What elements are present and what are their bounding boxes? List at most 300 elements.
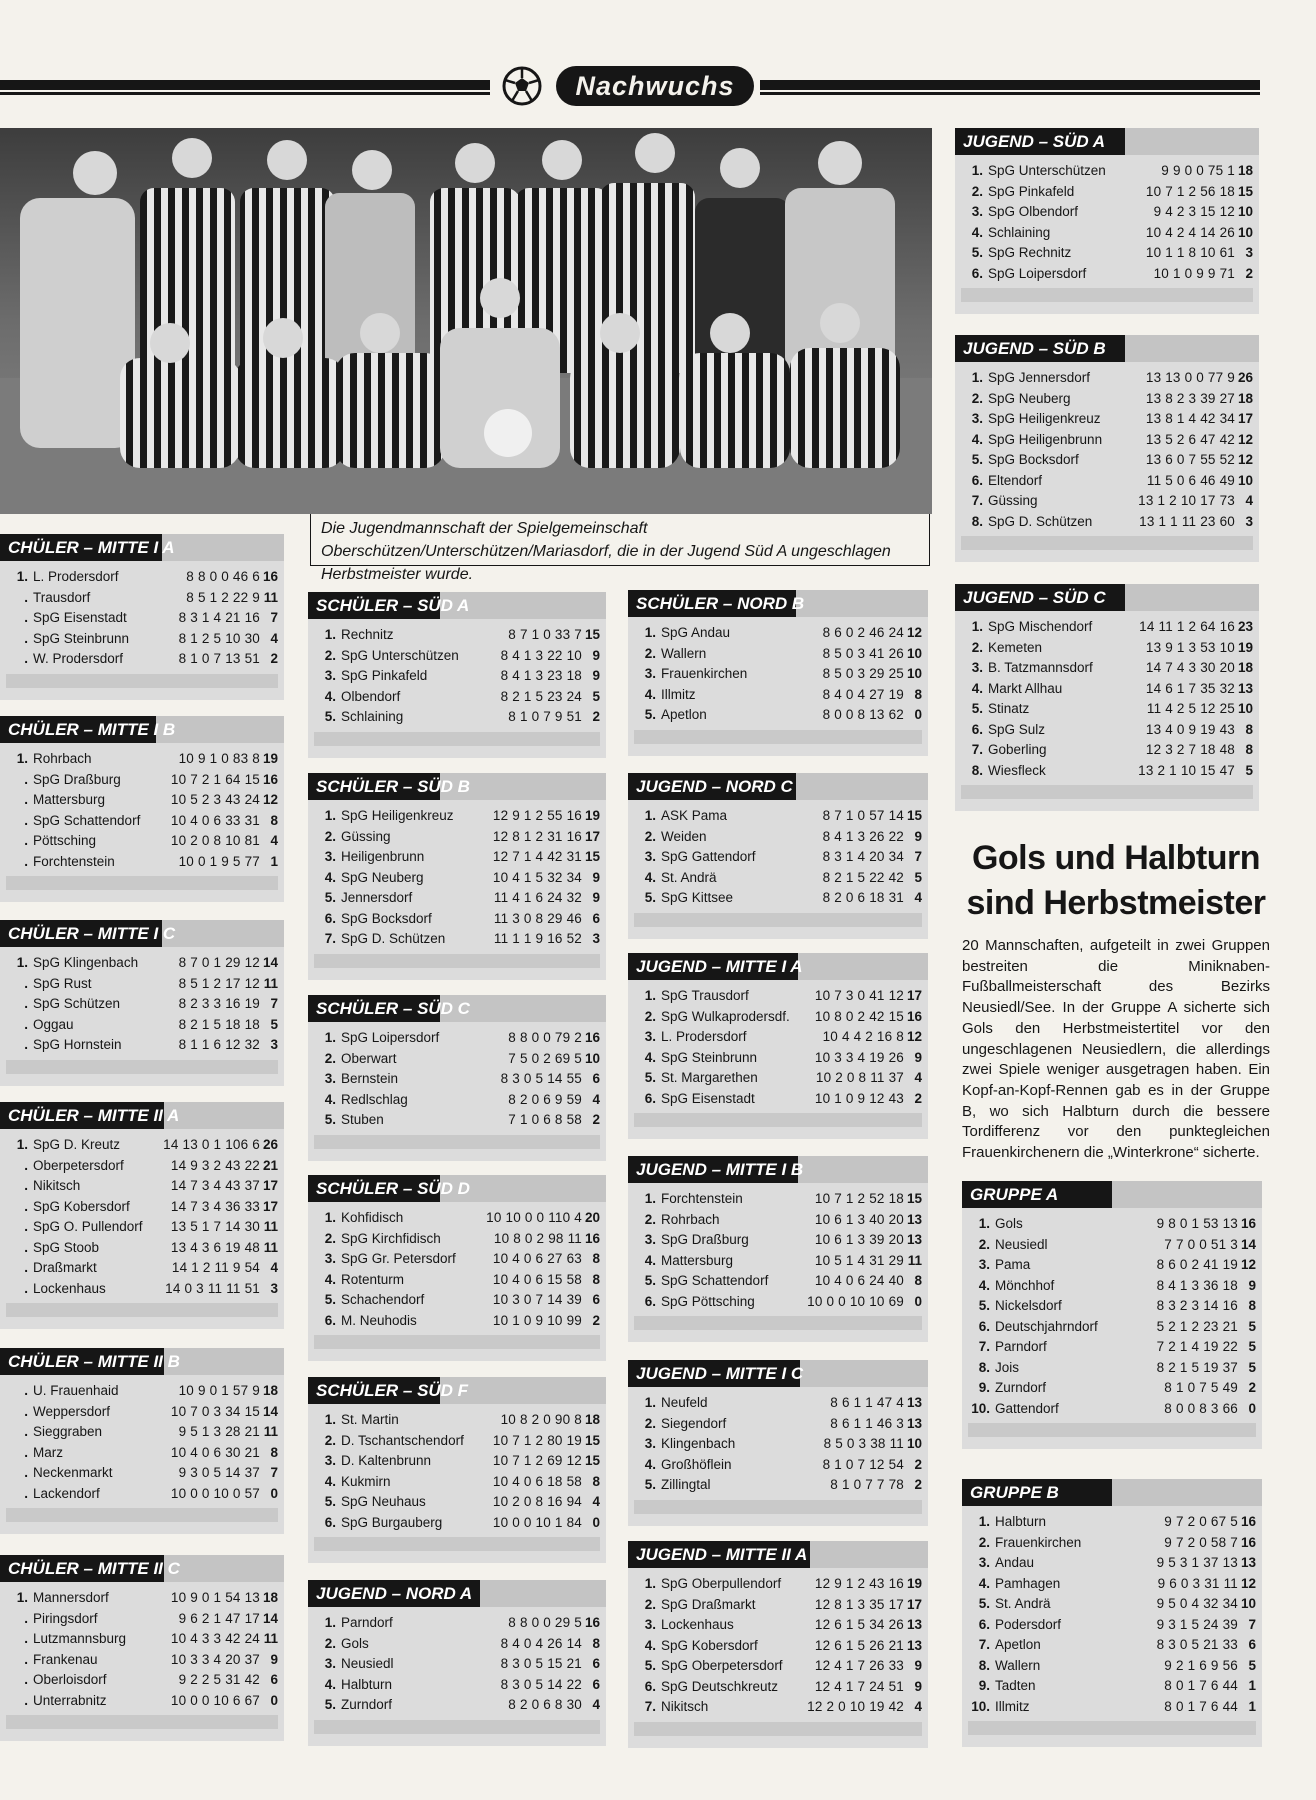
- team-name: SpG Rust: [33, 975, 92, 991]
- points-cell: 7: [914, 849, 922, 864]
- points-cell: 4: [592, 1494, 600, 1509]
- points-cell: 19: [906, 1576, 922, 1591]
- points-cell: 8: [592, 1635, 600, 1651]
- points-cell: 12: [906, 1029, 922, 1044]
- table-row: [634, 1697, 922, 1718]
- table-footer-bar: [634, 1113, 922, 1127]
- rank-cell: 3.: [324, 668, 336, 683]
- stats-cell: 8 2 1 5 23 24: [500, 688, 582, 704]
- team-name: SpG Draßburg: [661, 1232, 749, 1247]
- team-name: Lackendorf: [33, 1485, 100, 1501]
- table-row: [6, 1670, 278, 1691]
- points-cell: 13: [906, 1617, 922, 1632]
- table-row: [968, 1676, 1256, 1697]
- team-name: SpG O. Pullendorf: [33, 1219, 143, 1234]
- rank-cell: 3.: [644, 1029, 656, 1044]
- team-photo: [0, 128, 932, 514]
- rank-cell: .: [24, 610, 28, 625]
- stats-cell: 8 0 0 8 13 62: [822, 707, 904, 722]
- team-name: Wallern: [661, 645, 707, 661]
- table-title: JUGEND – SÜD B: [963, 339, 1106, 358]
- table-row: [6, 770, 278, 791]
- team-name: Wallern: [995, 1657, 1041, 1673]
- team-name: SpG Heiligenbrunn: [988, 431, 1103, 447]
- stats-cell: 8 0 0 8 3 66: [1164, 1400, 1238, 1416]
- stats-cell: 10 4 1 5 32 34: [492, 869, 582, 885]
- points-cell: 12: [262, 792, 278, 807]
- points-cell: 15: [584, 1432, 600, 1448]
- team-name: Weppersdorf: [33, 1403, 111, 1419]
- rank-cell: .: [24, 1260, 28, 1275]
- rank-cell: 2.: [971, 390, 983, 406]
- table-row: [961, 409, 1253, 430]
- points-cell: 16: [584, 1615, 600, 1630]
- team-name: L. Prodersdorf: [33, 569, 119, 584]
- rank-cell: 6.: [644, 1293, 656, 1309]
- team-name: M. Neuhodis: [341, 1312, 417, 1328]
- table-title: JUGEND – SÜD A: [963, 132, 1106, 151]
- points-cell: 16: [262, 569, 278, 584]
- header-rule-right: [760, 80, 1260, 90]
- table-row: [961, 740, 1253, 761]
- table-row: [6, 649, 278, 670]
- table-title: GRUPPE A: [970, 1185, 1059, 1204]
- rank-cell: 4.: [324, 1676, 336, 1692]
- rank-cell: 10.: [971, 1400, 990, 1416]
- table-row: [634, 1230, 922, 1251]
- table-body: [955, 611, 1259, 811]
- points-cell: 9: [914, 828, 922, 844]
- rank-cell: 5.: [324, 1697, 336, 1712]
- stats-cell: 12 9 1 2 43 16: [814, 1576, 904, 1591]
- points-cell: 15: [584, 627, 600, 642]
- table-row: [968, 1378, 1256, 1399]
- table-jugend-nord-a: [308, 1580, 606, 1746]
- rank-cell: 7.: [971, 493, 983, 508]
- stats-cell: 13 1 2 10 17 73: [1138, 493, 1235, 508]
- table-row: [961, 720, 1253, 741]
- rank-cell: 2.: [971, 183, 983, 199]
- table-row: [314, 1654, 600, 1675]
- stats-cell: 10 5 2 3 43 24: [170, 792, 260, 807]
- points-cell: 1: [1248, 1698, 1256, 1714]
- team-name: SpG Stoob: [33, 1239, 100, 1255]
- rank-cell: 2.: [324, 828, 336, 844]
- table-row: [6, 1279, 278, 1300]
- team-name: SpG Andau: [661, 625, 731, 640]
- table-title: SCHÜLER – SÜD F: [316, 1381, 469, 1400]
- stats-cell: 9 3 1 5 24 39: [1156, 1616, 1238, 1632]
- table-title: JUGEND – SÜD C: [963, 588, 1106, 607]
- stats-cell: 8 2 1 5 19 37: [1156, 1359, 1238, 1375]
- table-title: CHÜLER – MITTE I B: [8, 720, 176, 739]
- table-row: [6, 1197, 278, 1218]
- stats-cell: 10 2 0 8 16 94: [492, 1494, 582, 1509]
- table-title: JUGEND – MITTE I B: [636, 1160, 804, 1179]
- points-cell: 16: [1240, 1514, 1256, 1529]
- stats-cell: 14 0 3 11 11 51: [165, 1280, 260, 1296]
- stats-cell: 9 5 0 4 32 34: [1156, 1596, 1238, 1611]
- team-name: Redlschlag: [341, 1091, 408, 1107]
- stats-cell: 12 8 1 2 31 16: [492, 828, 582, 844]
- team-name: SpG Unterschützen: [341, 647, 459, 663]
- rank-cell: 5.: [644, 890, 656, 905]
- rank-cell: 1.: [971, 619, 983, 634]
- team-name: SpG Burgauberg: [341, 1514, 443, 1530]
- stats-cell: 10 1 0 9 10 99: [492, 1312, 582, 1328]
- rank-cell: 2.: [644, 1596, 656, 1612]
- stats-cell: 10 8 0 2 98 11: [493, 1230, 582, 1246]
- table-row: [314, 806, 600, 827]
- rank-cell: 5.: [324, 890, 336, 905]
- table-row: [314, 1675, 600, 1696]
- table-row: [968, 1235, 1256, 1256]
- stats-cell: 10 4 0 6 27 63: [492, 1251, 582, 1266]
- points-cell: 18: [1237, 390, 1253, 406]
- team-name: Großhöflein: [661, 1456, 732, 1472]
- stats-cell: 14 13 0 1 106 6: [163, 1137, 260, 1152]
- team-name: Zurndorf: [341, 1697, 393, 1712]
- rank-cell: .: [24, 589, 28, 605]
- team-name: Podersdorf: [995, 1616, 1062, 1632]
- stats-cell: 8 3 0 5 21 33: [1156, 1637, 1238, 1652]
- rank-cell: 2.: [971, 639, 983, 655]
- rank-cell: 6.: [971, 265, 983, 281]
- points-cell: 4: [914, 1070, 922, 1085]
- rank-cell: 4.: [324, 1091, 336, 1107]
- points-cell: 16: [1240, 1216, 1256, 1231]
- table-row: [6, 790, 278, 811]
- stats-cell: 12 4 1 7 26 33: [814, 1658, 904, 1673]
- rank-cell: 2.: [324, 1432, 336, 1448]
- stats-cell: 10 7 1 2 56 18: [1145, 183, 1235, 199]
- points-cell: 9: [1248, 1277, 1256, 1293]
- rank-cell: 9.: [978, 1380, 990, 1395]
- points-cell: 4: [914, 890, 922, 905]
- table-row: [634, 1068, 922, 1089]
- headline-line-2: sind Herbstmeister: [966, 884, 1266, 922]
- rank-cell: 4.: [971, 431, 983, 447]
- stats-cell: 8 4 0 4 26 14: [500, 1635, 582, 1651]
- points-cell: 8: [592, 1473, 600, 1489]
- team-name: Zurndorf: [995, 1380, 1047, 1395]
- rank-cell: 3.: [978, 1555, 990, 1570]
- table-row: [961, 699, 1253, 720]
- table-row: [6, 1629, 278, 1650]
- rank-cell: 2.: [978, 1236, 990, 1252]
- team-name: Oggau: [33, 1016, 74, 1032]
- points-cell: 17: [1237, 411, 1253, 426]
- team-name: SpG Trausdorf: [661, 988, 749, 1003]
- table-row: [6, 567, 278, 588]
- team-name: SpG D. Schützen: [988, 513, 1093, 529]
- points-cell: 11: [907, 1252, 922, 1268]
- rank-cell: 2.: [644, 1211, 656, 1227]
- team-name: SpG Draßburg: [33, 771, 121, 787]
- table-row: [961, 202, 1253, 223]
- rank-cell: .: [24, 1037, 28, 1052]
- stats-cell: 10 4 2 4 14 26: [1145, 224, 1235, 240]
- rank-cell: 1.: [16, 1590, 28, 1605]
- points-cell: 13: [906, 1415, 922, 1431]
- rank-cell: .: [24, 1280, 28, 1296]
- team-name: SpG Eisenstadt: [661, 1090, 755, 1106]
- table-row: [314, 1472, 600, 1493]
- stats-cell: 13 5 2 6 47 42: [1145, 431, 1235, 447]
- table-row: [314, 1110, 600, 1131]
- team-name: Wiesfleck: [988, 762, 1046, 778]
- team-name: Mönchhof: [995, 1277, 1055, 1293]
- table-jugend-sued-a: [955, 128, 1259, 314]
- points-cell: 17: [262, 1178, 278, 1193]
- table-body: [962, 1208, 1262, 1449]
- table-row: [968, 1635, 1256, 1656]
- rank-cell: .: [24, 1424, 28, 1439]
- table-row: [314, 687, 600, 708]
- table-body: [628, 980, 928, 1139]
- table-row: [314, 909, 600, 930]
- stats-cell: 10 7 1 2 69 12: [492, 1453, 582, 1468]
- table-title: CHÜLER – MITTE I C: [8, 924, 176, 943]
- points-cell: 21: [262, 1157, 278, 1173]
- table-body: [308, 1022, 606, 1161]
- stats-cell: 9 5 3 1 37 13: [1156, 1555, 1238, 1570]
- team-name: SpG Steinbrunn: [661, 1049, 758, 1065]
- table-body: [962, 1506, 1262, 1747]
- table-title: CHÜLER – MITTE II C: [8, 1559, 180, 1578]
- points-cell: 5: [270, 1016, 278, 1032]
- rank-cell: 5.: [644, 1070, 656, 1085]
- table-row: [6, 953, 278, 974]
- team-name: Lockenhaus: [661, 1617, 734, 1632]
- rank-cell: 3.: [324, 849, 336, 864]
- rank-cell: 1.: [324, 1210, 336, 1225]
- rank-cell: .: [24, 771, 28, 787]
- table-footer-bar: [968, 1721, 1256, 1735]
- team-name: SpG Eisenstadt: [33, 610, 127, 625]
- table-row: [634, 705, 922, 726]
- team-name: SpG Steinbrunn: [33, 630, 130, 646]
- table-row: [961, 471, 1253, 492]
- stats-cell: 9 8 0 1 53 13: [1156, 1216, 1238, 1231]
- table-footer-bar: [634, 1316, 922, 1330]
- stats-cell: 13 8 2 3 39 27: [1145, 390, 1235, 406]
- stats-cell: 10 0 0 10 10 69: [807, 1293, 904, 1309]
- points-cell: 1: [1248, 1678, 1256, 1693]
- rank-cell: 1.: [16, 955, 28, 970]
- rank-cell: 2.: [324, 1635, 336, 1651]
- team-name: Mannersdorf: [33, 1590, 109, 1605]
- team-name: SpG D. Schützen: [341, 931, 446, 946]
- table-row: [968, 1276, 1256, 1297]
- stats-cell: 13 2 1 10 15 47: [1138, 762, 1235, 778]
- points-cell: 6: [592, 1292, 600, 1307]
- table-row: [6, 1422, 278, 1443]
- points-cell: 18: [1237, 660, 1253, 675]
- team-name: Olbendorf: [341, 688, 401, 704]
- table-row: [6, 749, 278, 770]
- table-title: SCHÜLER – SÜD A: [316, 596, 470, 615]
- table-footer-bar: [314, 1335, 600, 1349]
- team-name: Jennersdorf: [341, 890, 413, 905]
- table-title: SCHÜLER – NORD B: [636, 594, 805, 613]
- table-title: GRUPPE B: [970, 1483, 1059, 1502]
- points-cell: 18: [262, 1590, 278, 1605]
- team-name: SpG Gattendorf: [661, 849, 756, 864]
- team-name: SpG Bocksdorf: [988, 452, 1079, 467]
- team-name: Rechnitz: [341, 627, 394, 642]
- table-footer-bar: [634, 730, 922, 744]
- stats-cell: 12 9 1 2 55 16: [492, 808, 582, 823]
- table-row: [968, 1553, 1256, 1574]
- team-name: SpG Heiligenkreuz: [341, 808, 454, 823]
- stats-cell: 8 1 2 5 10 30: [178, 630, 260, 646]
- rank-cell: 4.: [971, 224, 983, 240]
- points-cell: 18: [1237, 163, 1253, 178]
- team-name: B. Tatzmannsdorf: [988, 660, 1093, 675]
- rank-cell: 1.: [324, 627, 336, 642]
- stats-cell: 8 6 1 1 46 3: [830, 1415, 904, 1431]
- team-name: Halbturn: [341, 1676, 393, 1692]
- table-row: [634, 806, 922, 827]
- points-cell: 2: [592, 1112, 600, 1127]
- points-cell: 16: [906, 1008, 922, 1024]
- stats-cell: 10 4 0 6 33 31: [170, 812, 260, 828]
- table-row: [6, 1650, 278, 1671]
- points-cell: 6: [1248, 1637, 1256, 1652]
- table-row: [314, 666, 600, 687]
- stats-cell: 7 2 1 4 19 22: [1156, 1339, 1238, 1354]
- table-row: [314, 868, 600, 889]
- table-row: [6, 1217, 278, 1238]
- table-jugend-mitte-1c: [628, 1360, 928, 1526]
- stats-cell: 12 6 1 5 34 26: [814, 1617, 904, 1632]
- team-name: Illmitz: [661, 686, 696, 702]
- team-name: St. Andrä: [995, 1596, 1051, 1611]
- rank-cell: 4.: [324, 1271, 336, 1287]
- stats-cell: 11 3 0 8 29 46: [493, 910, 582, 926]
- rank-cell: 6.: [324, 1312, 336, 1328]
- table-row: [634, 847, 922, 868]
- table-footer-bar: [961, 288, 1253, 302]
- table-row: [634, 1455, 922, 1476]
- table-row: [6, 588, 278, 609]
- stats-cell: 8 5 0 3 41 26: [822, 645, 904, 661]
- table-body: [628, 1568, 928, 1748]
- stats-cell: 12 2 0 10 19 42: [807, 1699, 904, 1714]
- rank-cell: 5.: [644, 1273, 656, 1288]
- table-body: [955, 155, 1259, 314]
- stats-cell: 10 2 0 8 10 81: [170, 833, 260, 848]
- team-name: D. Tschantschendorf: [341, 1432, 464, 1448]
- points-cell: 3: [1245, 245, 1253, 260]
- points-cell: 11: [263, 589, 278, 605]
- points-cell: 7: [270, 996, 278, 1011]
- stats-cell: 8 6 0 2 46 24: [822, 625, 904, 640]
- table-row: [961, 430, 1253, 451]
- stats-cell: 10 6 1 3 39 20: [814, 1232, 904, 1247]
- rank-cell: 5.: [978, 1596, 990, 1611]
- points-cell: 17: [906, 1596, 922, 1612]
- points-cell: 10: [1237, 472, 1253, 488]
- team-name: Neckenmarkt: [33, 1465, 113, 1480]
- points-cell: 0: [592, 1514, 600, 1530]
- points-cell: 13: [906, 1637, 922, 1653]
- table-title: JUGEND – MITTE II A: [636, 1545, 808, 1564]
- stats-cell: 10 1 1 8 10 61: [1145, 245, 1235, 260]
- rank-cell: 3.: [644, 666, 656, 681]
- table-row: [961, 389, 1253, 410]
- table-gruppe-b: [962, 1479, 1262, 1747]
- rank-cell: 1.: [324, 1030, 336, 1045]
- stats-cell: 12 8 1 3 35 17: [814, 1596, 904, 1612]
- table-row: [961, 450, 1253, 471]
- rank-cell: 5.: [971, 701, 983, 716]
- stats-cell: 8 5 1 2 22 9: [186, 589, 260, 605]
- headline: [966, 836, 1266, 926]
- rank-cell: 6.: [978, 1318, 990, 1334]
- stats-cell: 8 2 1 5 22 42: [822, 869, 904, 885]
- stats-cell: 8 1 1 6 12 32: [178, 1037, 260, 1052]
- points-cell: 12: [1240, 1257, 1256, 1272]
- table-row: [634, 1210, 922, 1231]
- team-name: Forchtenstein: [661, 1191, 743, 1206]
- points-cell: 2: [1248, 1380, 1256, 1395]
- team-name: Lockenhaus: [33, 1280, 106, 1296]
- points-cell: 15: [584, 849, 600, 864]
- team-name: Trausdorf: [33, 589, 91, 605]
- table-row: [634, 664, 922, 685]
- stats-cell: 8 1 0 7 7 78: [830, 1477, 904, 1492]
- team-name: Frauenkirchen: [661, 666, 748, 681]
- points-cell: 19: [584, 808, 600, 823]
- table-body: [0, 561, 284, 700]
- photo-caption: Die Jugendmannschaft der Spielgemeinschaft Oberschützen/Unterschützen/Mariasdorf, die in der Jugend Süd A ungeschlagen Herbstmeister wurde.: [310, 514, 930, 566]
- team-name: Kukmirn: [341, 1473, 391, 1489]
- points-cell: 4: [592, 1091, 600, 1107]
- table-row: [634, 827, 922, 848]
- points-cell: 7: [270, 1465, 278, 1480]
- team-name: Schachendorf: [341, 1292, 425, 1307]
- team-name: Kohfidisch: [341, 1210, 404, 1225]
- team-name: Piringsdorf: [33, 1610, 98, 1626]
- team-name: Mattersburg: [33, 792, 106, 807]
- rank-cell: 6.: [644, 1678, 656, 1694]
- points-cell: 10: [1240, 1596, 1256, 1611]
- rank-cell: 3.: [971, 204, 983, 219]
- rank-cell: .: [24, 1672, 28, 1687]
- stats-cell: 10 0 0 10 6 67: [170, 1692, 260, 1708]
- team-name: SpG Olbendorf: [988, 204, 1079, 219]
- stats-cell: 10 7 0 3 34 15: [170, 1403, 260, 1419]
- team-name: SpG Jennersdorf: [988, 370, 1091, 385]
- table-row: [961, 658, 1253, 679]
- table-row: [634, 1271, 922, 1292]
- team-name: Schlaining: [341, 709, 404, 724]
- table-row: [6, 852, 278, 873]
- points-cell: 17: [262, 1198, 278, 1214]
- points-cell: 9: [592, 890, 600, 905]
- points-cell: 12: [1240, 1575, 1256, 1591]
- table-row: [968, 1574, 1256, 1595]
- team-name: Nikitsch: [33, 1178, 81, 1193]
- table-row: [314, 1069, 600, 1090]
- table-row: [961, 243, 1253, 264]
- table-row: [6, 831, 278, 852]
- stats-cell: 8 1 0 7 13 51: [178, 651, 260, 666]
- table-schueler-nord-b: [628, 590, 928, 756]
- stats-cell: 8 3 0 5 14 22: [500, 1676, 582, 1692]
